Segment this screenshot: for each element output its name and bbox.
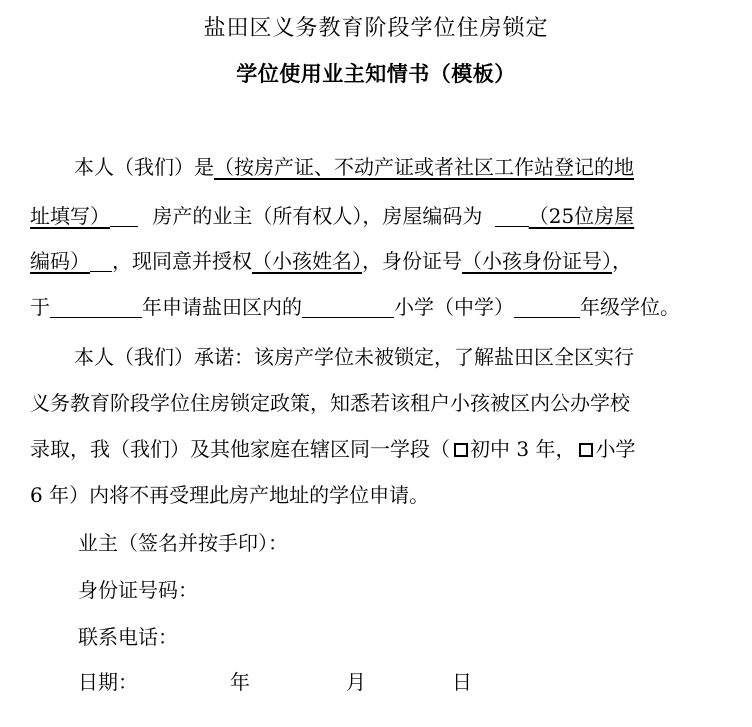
address-fill-field-continued[interactable]: 址填写） bbox=[30, 204, 110, 228]
text-segment: ， bbox=[612, 249, 632, 273]
year-label: 年 bbox=[230, 670, 250, 694]
blank-line[interactable] bbox=[90, 251, 112, 272]
text-segment: 年级学位。 bbox=[580, 295, 680, 319]
phone-label: 联系电话： bbox=[78, 625, 178, 649]
paragraph-1-line-4 bbox=[30, 294, 730, 320]
text-segment: 本人（我们）是 bbox=[74, 155, 214, 179]
paragraph-2-line-1 bbox=[30, 344, 730, 370]
house-code-fill-field[interactable]: （25位房屋 bbox=[528, 204, 635, 228]
text-segment: 于 bbox=[30, 295, 50, 319]
checkbox-label: 小学 bbox=[595, 437, 636, 461]
grade-blank[interactable] bbox=[514, 297, 580, 318]
paragraph-2-line-2 bbox=[30, 390, 730, 416]
child-name-fill-field[interactable]: （小孩姓名） bbox=[252, 249, 362, 273]
text-segment: 小学（中学） bbox=[394, 295, 514, 319]
text-segment: ，现同意并授权 bbox=[112, 249, 252, 273]
school-blank[interactable] bbox=[302, 297, 394, 318]
month-label: 月 bbox=[346, 670, 366, 694]
text-segment: ，身份证号 bbox=[362, 249, 462, 273]
text-segment: 义务教育阶段学位住房锁定政策，知悉若该租户小孩被区内公办学校 bbox=[30, 391, 630, 415]
paragraph-2-line-4 bbox=[30, 482, 730, 508]
day-label: 日 bbox=[452, 670, 472, 694]
paragraph-1-line-1 bbox=[30, 154, 730, 180]
document-subtitle: 学位使用业主知情书（模板） bbox=[236, 61, 516, 86]
text-segment: 6 年）内将不再受理此房产地址的学位申请。 bbox=[30, 483, 430, 507]
address-fill-field[interactable]: （按房产证、不动产证或者社区工作站登记的地 bbox=[214, 155, 634, 179]
primary-school-checkbox[interactable] bbox=[579, 443, 593, 457]
document-title: 盐田区义务教育阶段学位住房锁定 bbox=[203, 16, 549, 41]
blank-line[interactable] bbox=[495, 206, 529, 227]
junior-high-checkbox[interactable] bbox=[454, 443, 468, 457]
text-segment: 本人（我们）承诺：该房产学位未被锁定，了解盐田区全区实行 bbox=[74, 345, 634, 369]
checkbox-label: 初中 3 年， bbox=[470, 437, 576, 461]
date-row bbox=[78, 669, 752, 695]
text-segment: 年申请盐田区内的 bbox=[142, 295, 302, 319]
id-number-label: 身份证号码： bbox=[78, 578, 198, 602]
date-label: 日期： bbox=[78, 670, 138, 694]
paragraph-2-line-3 bbox=[30, 436, 730, 462]
paragraph-1-line-2 bbox=[30, 203, 730, 229]
owner-signature-label: 业主（签名并按手印）： bbox=[78, 531, 288, 555]
house-code-fill-field-continued[interactable]: 编码） bbox=[30, 249, 90, 273]
text-segment: 录取，我（我们）及其他家庭在辖区同一学段（ bbox=[30, 437, 450, 461]
year-blank[interactable] bbox=[50, 297, 142, 318]
text-segment: 房产的业主（所有权人），房屋编码为 bbox=[152, 204, 483, 228]
paragraph-1-line-3 bbox=[30, 248, 730, 274]
blank-line[interactable] bbox=[110, 206, 138, 227]
child-id-fill-field[interactable]: （小孩身份证号） bbox=[462, 249, 612, 273]
